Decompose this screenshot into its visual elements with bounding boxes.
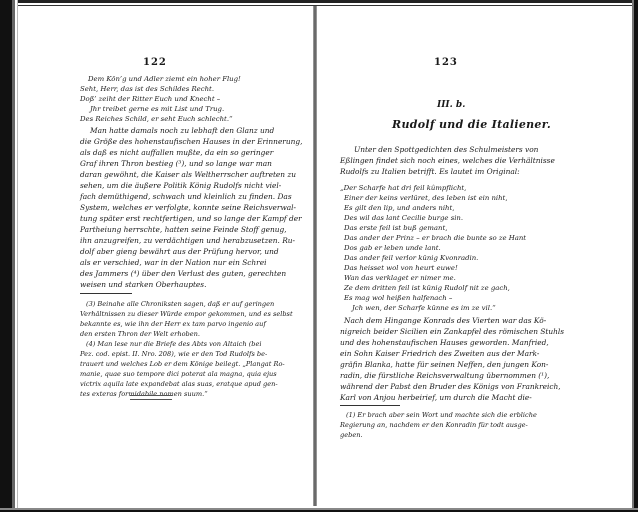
footnote-line: (3) Beinahe alle Chroniksten sagen, daß er auf geringen [86,300,275,308]
verse-line: Das erste feil ist buß gemant, [344,224,448,232]
footnote-line: manie, quae suo tempore dici poterat ala magna, quia ejus [80,370,277,378]
footnote-line: geben. [340,431,363,439]
verse-line: „Der Scharfe hat dri feil kûmpflicht, [340,184,467,192]
verse-line: Das ander feil verlor künig Kvonradin. [344,254,479,262]
verse-line: Des wil das lant Cecilie burge sin. [344,214,464,222]
body-line: während der Pabst den Bruder des Königs von Frankreich, [340,382,561,391]
verse-line: Das ander der Prinz – er brach die bunte so ze Hant [344,234,527,242]
body-line: dolf aber gieng bewährt aus der Prüfung hervor, und [80,247,279,256]
body-line: Partheiung herrschte, hatten seine Feinde Stoff genug, [80,225,287,234]
body-line: System, welches er verfolgte, konnte seine Reichsverwal- [80,203,297,212]
scan-edge-left [0,0,20,512]
verse-line: Des Reiches Schild, er seht Euch schlecht.“ [80,115,233,123]
body-line: nigreich beider Sicilien ein Zankapfel des römischen Stuhls [340,327,565,336]
body-line: und des hohenstaufischen Hauses geworden. Manfried, [340,338,549,347]
footnote-line: den ersten Thron der Welt erhoben. [80,330,201,338]
page-number-right: 123 [434,57,458,68]
chapter-title: Rudolf und die Italiener. [392,118,551,131]
verse-line: Jch wen, der Scharfe künne es im ze vil.“ [352,304,496,312]
body-line: des Jammers (⁴) über den Verlust des guten, gerechten [80,269,287,278]
body-line: gräfin Blanka, hatte für seinen Neffen, den jungen Kon- [340,360,549,369]
body-line: Nach dem Hingange Konrads des Vierten war das Kö- [344,316,547,325]
verse-line: Das heisset wol von heurt euwe! [344,264,458,272]
page-number-left: 122 [143,57,167,68]
end-ornament-rule [130,395,172,400]
body-line: daran gewöhnt, die Kaiser als Weltherrscher auftreten zu [80,170,297,179]
footnote-separator [340,405,400,406]
body-line: als daß es nicht auffallen mußte, da ein so geringer [80,148,274,157]
body-line: tung später erst rechtfertigen, und so lange der Kampf der [80,214,302,223]
footnote-line: (4) Man lese nur die Briefe des Abts von Altaich (bei [86,340,262,348]
body-line: fach demüthigend, schwach und kleinlich zu finden. Das [80,192,292,201]
verse-line: Jhr treibet gerne es mit List und Trug. [90,105,225,113]
verse-line: Wan das verklaget er nimer me. [344,274,456,282]
verse-line: Es mag wol heißen halfenach – [344,294,453,302]
body-line: ihn anzugreifen, zu verdächtigen und herabzusetzen. Ru- [80,236,296,245]
footnote-separator [80,293,132,294]
body-line: Man hatte damals noch zu lebhaft den Glanz und [90,126,275,135]
body-line: weisen und starken Oberhauptes. [80,280,207,289]
footnote-line: bekannte es, wie ihn der Herr ex tam parvo ingenio auf [80,320,266,328]
verse-line: Dos gab er leben unde lant. [344,244,441,252]
intro-line: Eßlingen findet sich noch eines, welches die Verhältnisse [340,156,555,165]
scan-edge-bottom [0,504,638,512]
body-line: Graf ihren Thron bestieg (³), und so lange war man [80,159,272,168]
body-line: die Größe des hohenstaufischen Hauses in der Erinnerung, [80,137,303,146]
footnote-line: trauert und welches Lob er dem Könige beilegt. „Plangat Ro- [80,360,285,368]
verse-line: Ze dem dritten feil ist künig Rudolf nit ze gach, [344,284,510,292]
footnote-line: Pez. cod. epist. II. Nro. 208), wie er den Tod Rudolfs be- [80,350,268,358]
scan-edge-top [0,0,638,16]
footnote-line: Verhältnissen zu dieser Würde empor gekommen, und es selbst [80,310,293,318]
chapter-number: III. b. [437,100,466,110]
footnote-line: victrix aquila late expandebat alas suas, eratque apud gen- [80,380,278,388]
verse-line: Dem Kön’g und Adler ziemt ein hoher Flug! [88,75,241,83]
body-line: radin, die fürstliche Reichsverwaltung übernommen (¹), [340,371,550,380]
body-line: Karl von Anjou herbeirief, um durch die Macht die- [340,393,532,402]
verse-line: Einer der keins verlüret, des leben ist ein niht, [344,194,508,202]
body-line: sehen, um die äußere Politik König Rudolfs nicht viel- [80,181,282,190]
verse-line: Doß’ zeiht der Ritter Euch und Knecht – [80,95,221,103]
verse-line: Es gilt den lip, und anders niht, [344,204,455,212]
body-line: ein Sohn Kaiser Friedrich des Zweiten aus der Mark- [340,349,540,358]
footnote-line: Regierung an, nachdem er den Konradin für todt ausge- [340,421,528,429]
verse-line: Seht, Herr, das ist des Schildes Recht. [80,85,215,93]
intro-line: Rudolfs zu Italien betrifft. Es lautet im Original: [340,167,520,176]
footnote-line: (1) Er brach aber sein Wort und machte sich die erbliche [346,411,537,419]
body-line: als er verschied, war in der Nation nur ein Schrei [80,258,267,267]
footnote-line: tes exteras formidabile nomen suum.“ [80,390,208,398]
intro-line: Unter den Spottgedichten des Schulmeisters von [354,145,539,154]
book-gutter [313,6,317,506]
scan-edge-right [628,0,638,512]
